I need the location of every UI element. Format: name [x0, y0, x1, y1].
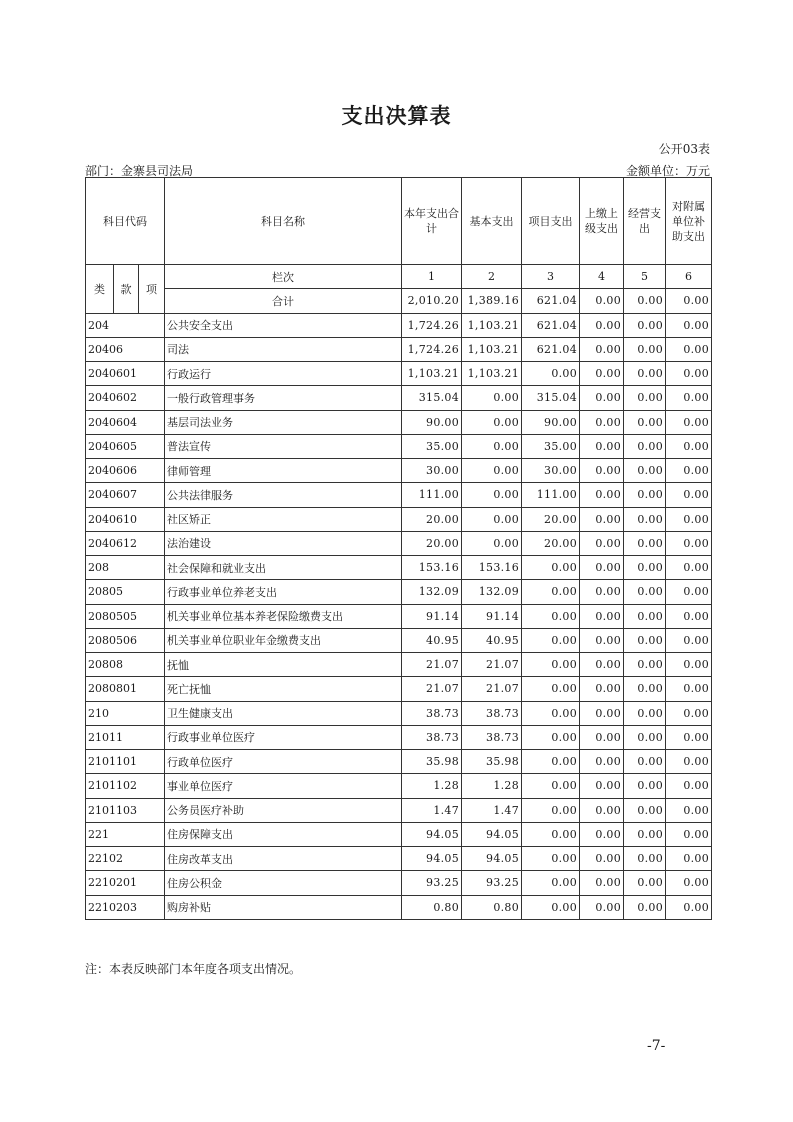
- department-label: 部门：金寨县司法局: [85, 164, 194, 178]
- table-row: [86, 337, 712, 361]
- header-code: 科目代码: [86, 178, 165, 265]
- amount-cell: 0.00: [580, 507, 624, 531]
- amount-cell: 0.00: [624, 677, 666, 701]
- amount-cell: 0.00: [624, 580, 666, 604]
- amount-cell: 621.04: [522, 313, 580, 337]
- table-row: [86, 653, 712, 677]
- subject-name: 司法: [165, 337, 402, 361]
- amount-cell: 0.00: [580, 822, 624, 846]
- amount-cell: 0.00: [624, 750, 666, 774]
- subject-name: 律师管理: [165, 459, 402, 483]
- header-project: 项目支出: [522, 178, 580, 265]
- amount-cell: 0.00: [522, 701, 580, 725]
- column-number: 4: [580, 265, 624, 289]
- amount-cell: 315.04: [522, 386, 580, 410]
- table-row: [86, 507, 712, 531]
- amount-cell: 0.00: [522, 895, 580, 919]
- amount-cell: 0.00: [522, 847, 580, 871]
- amount-cell: 0.00: [580, 362, 624, 386]
- subject-code: 2080505: [86, 604, 165, 628]
- subject-name: 死亡抚恤: [165, 677, 402, 701]
- amount-cell: 20.00: [522, 531, 580, 555]
- amount-cell: 0.00: [624, 725, 666, 749]
- amount-cell: 0.00: [666, 653, 712, 677]
- subject-name: 公共安全支出: [165, 313, 402, 337]
- amount-cell: 20.00: [402, 531, 462, 555]
- subject-name: 社区矫正: [165, 507, 402, 531]
- amount-cell: 0.00: [666, 313, 712, 337]
- subject-name: 普法宣传: [165, 434, 402, 458]
- amount-cell: 621.04: [522, 337, 580, 361]
- amount-unit-label: 金额单位：万元: [625, 164, 710, 178]
- amount-cell: 0.00: [580, 677, 624, 701]
- amount-cell: 1,724.26: [402, 337, 462, 361]
- column-number: 2: [462, 265, 522, 289]
- amount-cell: 94.05: [462, 847, 522, 871]
- amount-cell: 0.00: [580, 701, 624, 725]
- subject-code: 20406: [86, 337, 165, 361]
- amount-cell: 90.00: [522, 410, 580, 434]
- amount-cell: 90.00: [402, 410, 462, 434]
- amount-cell: 0.00: [666, 434, 712, 458]
- amount-cell: 0.00: [624, 459, 666, 483]
- subject-name: 机关事业单位基本养老保险缴费支出: [165, 604, 402, 628]
- table-row: [86, 701, 712, 725]
- table-row: [86, 434, 712, 458]
- total-value: 0.00: [624, 289, 666, 313]
- amount-cell: 0.00: [624, 774, 666, 798]
- amount-cell: 0.00: [666, 507, 712, 531]
- table-row: [86, 871, 712, 895]
- amount-cell: 0.00: [580, 604, 624, 628]
- amount-cell: 0.00: [624, 434, 666, 458]
- amount-cell: 0.00: [666, 483, 712, 507]
- amount-cell: 0.80: [462, 895, 522, 919]
- amount-cell: 94.05: [402, 847, 462, 871]
- amount-cell: 0.00: [462, 459, 522, 483]
- table-row: [86, 604, 712, 628]
- amount-cell: 0.00: [462, 410, 522, 434]
- amount-cell: 0.00: [462, 483, 522, 507]
- amount-cell: 1,103.21: [402, 362, 462, 386]
- amount-cell: 0.00: [462, 434, 522, 458]
- amount-cell: 0.00: [666, 628, 712, 652]
- table-row: [86, 628, 712, 652]
- amount-cell: 0.00: [580, 628, 624, 652]
- amount-cell: 0.00: [624, 483, 666, 507]
- header-kuan: 款: [114, 265, 139, 314]
- amount-cell: 0.00: [462, 386, 522, 410]
- amount-cell: 0.00: [522, 362, 580, 386]
- amount-cell: 0.00: [666, 337, 712, 361]
- amount-cell: 0.00: [462, 531, 522, 555]
- amount-cell: 111.00: [522, 483, 580, 507]
- amount-cell: 0.00: [624, 313, 666, 337]
- amount-cell: 21.07: [462, 677, 522, 701]
- amount-cell: 0.00: [624, 628, 666, 652]
- header-name: 科目名称: [165, 178, 402, 265]
- header-row: [86, 178, 712, 265]
- total-value: 621.04: [522, 289, 580, 313]
- amount-cell: 0.00: [580, 774, 624, 798]
- table-row: [86, 362, 712, 386]
- amount-cell: 0.00: [666, 798, 712, 822]
- amount-cell: 35.00: [522, 434, 580, 458]
- amount-cell: 38.73: [402, 725, 462, 749]
- total-value: 1,389.16: [462, 289, 522, 313]
- amount-cell: 20.00: [522, 507, 580, 531]
- amount-cell: 38.73: [462, 725, 522, 749]
- amount-cell: 20.00: [402, 507, 462, 531]
- amount-cell: 0.00: [462, 507, 522, 531]
- page-title: 支出决算表: [341, 104, 452, 128]
- subject-code: 2101101: [86, 750, 165, 774]
- amount-cell: 153.16: [402, 556, 462, 580]
- table-row: [86, 386, 712, 410]
- table-row: [86, 677, 712, 701]
- amount-cell: 1,103.21: [462, 362, 522, 386]
- total-label: 合计: [165, 289, 402, 313]
- table-row: [86, 847, 712, 871]
- form-number: 公开03表: [658, 142, 710, 156]
- subject-name: 一般行政管理事务: [165, 386, 402, 410]
- header-xiang: 项: [139, 265, 165, 314]
- header-business: 经营支出: [624, 178, 666, 265]
- amount-cell: 0.00: [580, 434, 624, 458]
- subject-code: 2040607: [86, 483, 165, 507]
- subject-code: 2040605: [86, 434, 165, 458]
- subject-name: 行政运行: [165, 362, 402, 386]
- amount-cell: 0.00: [624, 798, 666, 822]
- table-row: [86, 774, 712, 798]
- amount-cell: 0.00: [522, 604, 580, 628]
- amount-cell: 93.25: [462, 871, 522, 895]
- subject-code: 2040604: [86, 410, 165, 434]
- subject-code: 2040606: [86, 459, 165, 483]
- subject-name: 行政事业单位医疗: [165, 725, 402, 749]
- header-upper: 上缴上级支出: [580, 178, 624, 265]
- subject-code: 2101102: [86, 774, 165, 798]
- column-number-row: [86, 265, 712, 289]
- amount-cell: 21.07: [402, 677, 462, 701]
- amount-cell: 91.14: [462, 604, 522, 628]
- amount-cell: 35.98: [402, 750, 462, 774]
- subject-name: 住房公积金: [165, 871, 402, 895]
- amount-cell: 0.00: [580, 750, 624, 774]
- amount-cell: 30.00: [402, 459, 462, 483]
- amount-cell: 94.05: [402, 822, 462, 846]
- column-number: 1: [402, 265, 462, 289]
- amount-cell: 0.00: [522, 798, 580, 822]
- amount-cell: 0.00: [666, 556, 712, 580]
- amount-cell: 0.00: [666, 580, 712, 604]
- amount-cell: 0.00: [580, 483, 624, 507]
- amount-cell: 0.00: [624, 653, 666, 677]
- amount-cell: 0.00: [580, 410, 624, 434]
- subject-code: 2210203: [86, 895, 165, 919]
- subject-code: 204: [86, 313, 165, 337]
- header-total: 本年支出合计: [402, 178, 462, 265]
- amount-cell: 0.00: [580, 798, 624, 822]
- amount-cell: 35.00: [402, 434, 462, 458]
- amount-cell: 1.28: [462, 774, 522, 798]
- amount-cell: 0.00: [522, 677, 580, 701]
- amount-cell: 0.00: [522, 653, 580, 677]
- amount-cell: 0.00: [522, 822, 580, 846]
- amount-cell: 132.09: [462, 580, 522, 604]
- amount-cell: 0.00: [522, 871, 580, 895]
- subject-code: 2040602: [86, 386, 165, 410]
- table-row: [86, 822, 712, 846]
- amount-cell: 21.07: [402, 653, 462, 677]
- subject-name: 购房补贴: [165, 895, 402, 919]
- amount-cell: 0.00: [624, 362, 666, 386]
- amount-cell: 93.25: [402, 871, 462, 895]
- table-row: [86, 313, 712, 337]
- amount-cell: 0.00: [624, 531, 666, 555]
- amount-cell: 21.07: [462, 653, 522, 677]
- subject-code: 20805: [86, 580, 165, 604]
- amount-cell: 38.73: [402, 701, 462, 725]
- column-number: 5: [624, 265, 666, 289]
- amount-cell: 0.00: [522, 750, 580, 774]
- table-row: [86, 725, 712, 749]
- subject-code: 2080506: [86, 628, 165, 652]
- column-number: 3: [522, 265, 580, 289]
- amount-cell: 0.00: [624, 604, 666, 628]
- expenditure-table: [85, 177, 712, 920]
- subject-name: 公务员医疗补助: [165, 798, 402, 822]
- amount-cell: 0.00: [580, 725, 624, 749]
- subject-code: 2210201: [86, 871, 165, 895]
- amount-cell: 0.00: [580, 556, 624, 580]
- amount-cell: 0.00: [666, 847, 712, 871]
- subject-name: 社会保障和就业支出: [165, 556, 402, 580]
- subject-code: 20808: [86, 653, 165, 677]
- table-row: [86, 798, 712, 822]
- amount-cell: 0.00: [624, 847, 666, 871]
- subject-name: 基层司法业务: [165, 410, 402, 434]
- subject-code: 2040612: [86, 531, 165, 555]
- header-basic: 基本支出: [462, 178, 522, 265]
- subject-name: 法治建设: [165, 531, 402, 555]
- header-subsidy: 对附属单位补助支出: [666, 178, 712, 265]
- column-number: 6: [666, 265, 712, 289]
- amount-cell: 0.00: [624, 822, 666, 846]
- table-row: [86, 895, 712, 919]
- subject-name: 抚恤: [165, 653, 402, 677]
- amount-cell: 0.00: [666, 701, 712, 725]
- subject-code: 208: [86, 556, 165, 580]
- subject-code: 2101103: [86, 798, 165, 822]
- amount-cell: 0.00: [624, 556, 666, 580]
- subject-code: 2040601: [86, 362, 165, 386]
- amount-cell: 1,103.21: [462, 313, 522, 337]
- amount-cell: 38.73: [462, 701, 522, 725]
- subject-code: 22102: [86, 847, 165, 871]
- amount-cell: 0.00: [580, 653, 624, 677]
- subject-code: 21011: [86, 725, 165, 749]
- amount-cell: 153.16: [462, 556, 522, 580]
- total-value: 0.00: [666, 289, 712, 313]
- table-row: [86, 531, 712, 555]
- amount-cell: 94.05: [462, 822, 522, 846]
- subject-name: 行政单位医疗: [165, 750, 402, 774]
- total-value: 0.00: [580, 289, 624, 313]
- table-row: [86, 580, 712, 604]
- amount-cell: 40.95: [462, 628, 522, 652]
- subject-name: 住房改革支出: [165, 847, 402, 871]
- amount-cell: 0.00: [666, 750, 712, 774]
- subject-name: 住房保障支出: [165, 822, 402, 846]
- amount-cell: 0.00: [666, 604, 712, 628]
- amount-cell: 35.98: [462, 750, 522, 774]
- amount-cell: 0.00: [666, 822, 712, 846]
- amount-cell: 0.00: [580, 386, 624, 410]
- subject-name: 事业单位医疗: [165, 774, 402, 798]
- amount-cell: 0.00: [666, 725, 712, 749]
- page-number: -7-: [647, 1038, 666, 1054]
- table-row: [86, 556, 712, 580]
- amount-cell: 0.00: [522, 725, 580, 749]
- amount-cell: 0.00: [624, 337, 666, 361]
- amount-cell: 40.95: [402, 628, 462, 652]
- amount-cell: 0.00: [666, 362, 712, 386]
- amount-cell: 0.00: [580, 871, 624, 895]
- amount-cell: 0.00: [666, 410, 712, 434]
- amount-cell: 1,724.26: [402, 313, 462, 337]
- amount-cell: 0.00: [522, 580, 580, 604]
- amount-cell: 0.80: [402, 895, 462, 919]
- amount-cell: 0.00: [624, 701, 666, 725]
- amount-cell: 0.00: [666, 459, 712, 483]
- amount-cell: 0.00: [624, 410, 666, 434]
- amount-cell: 0.00: [580, 313, 624, 337]
- subject-name: 机关事业单位职业年金缴费支出: [165, 628, 402, 652]
- amount-cell: 0.00: [522, 774, 580, 798]
- table-row: [86, 410, 712, 434]
- amount-cell: 0.00: [624, 507, 666, 531]
- amount-cell: 0.00: [624, 895, 666, 919]
- amount-cell: 0.00: [522, 556, 580, 580]
- amount-cell: 0.00: [666, 531, 712, 555]
- amount-cell: 0.00: [666, 871, 712, 895]
- table-row: [86, 483, 712, 507]
- table-note: 注：本表反映部门本年度各项支出情况。: [85, 962, 302, 976]
- amount-cell: 0.00: [580, 895, 624, 919]
- amount-cell: 0.00: [580, 847, 624, 871]
- amount-cell: 0.00: [522, 628, 580, 652]
- amount-cell: 1,103.21: [462, 337, 522, 361]
- amount-cell: 30.00: [522, 459, 580, 483]
- amount-cell: 0.00: [580, 531, 624, 555]
- amount-cell: 132.09: [402, 580, 462, 604]
- header-lei: 类: [86, 265, 114, 314]
- amount-cell: 0.00: [624, 386, 666, 410]
- subject-name: 卫生健康支出: [165, 701, 402, 725]
- amount-cell: 0.00: [580, 459, 624, 483]
- subject-code: 2080801: [86, 677, 165, 701]
- total-row: [86, 289, 712, 313]
- amount-cell: 0.00: [624, 871, 666, 895]
- amount-cell: 0.00: [580, 580, 624, 604]
- amount-cell: 1.47: [402, 798, 462, 822]
- subject-code: 221: [86, 822, 165, 846]
- total-value: 2,010.20: [402, 289, 462, 313]
- amount-cell: 1.47: [462, 798, 522, 822]
- amount-cell: 0.00: [666, 677, 712, 701]
- table-row: [86, 750, 712, 774]
- table-row: [86, 459, 712, 483]
- subject-code: 210: [86, 701, 165, 725]
- amount-cell: 0.00: [666, 386, 712, 410]
- amount-cell: 91.14: [402, 604, 462, 628]
- amount-cell: 0.00: [666, 774, 712, 798]
- amount-cell: 0.00: [666, 895, 712, 919]
- column-label: 栏次: [165, 265, 402, 289]
- amount-cell: 0.00: [580, 337, 624, 361]
- subject-name: 公共法律服务: [165, 483, 402, 507]
- subject-name: 行政事业单位养老支出: [165, 580, 402, 604]
- subject-code: 2040610: [86, 507, 165, 531]
- amount-cell: 1.28: [402, 774, 462, 798]
- amount-cell: 315.04: [402, 386, 462, 410]
- amount-cell: 111.00: [402, 483, 462, 507]
